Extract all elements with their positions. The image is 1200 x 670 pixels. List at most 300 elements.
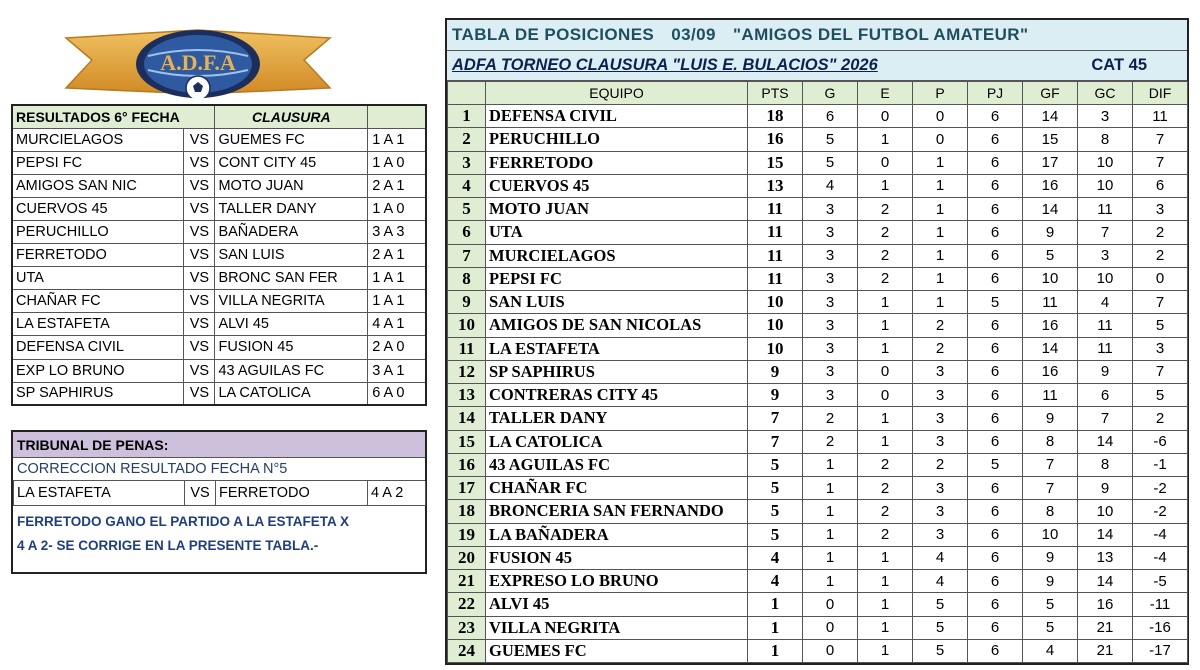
standings-cell-pts: 1 [748,616,803,639]
standings-cell-team: VILLA NEGRITA [486,616,748,639]
standings-cell-gc: 10 [1078,151,1133,174]
results-table [11,104,427,406]
standings-cell-team: AMIGOS DE SAN NICOLAS [486,314,748,337]
results-header-blank [368,105,426,128]
standings-cell-e: 2 [858,221,913,244]
standings-cell-pos: 22 [448,593,486,616]
standings-cell-pj: 6 [968,639,1023,662]
standings-cell-gc: 10 [1078,267,1133,290]
standings-row [448,593,1188,616]
standings-cell-dif: 7 [1133,128,1188,151]
standings-cell-gc: 11 [1078,198,1133,221]
standings-cell-pj: 6 [968,151,1023,174]
standings-cell-team: SP SAPHIRUS [486,360,748,383]
standings-cell-p: 2 [913,337,968,360]
standings-cell-dif: 11 [1133,105,1188,128]
standings-cell-gf: 11 [1023,291,1078,314]
standings-cell-g: 3 [803,314,858,337]
standings-cell-p: 5 [913,639,968,662]
standings-cell-gc: 16 [1078,593,1133,616]
standings-cell-dif: 2 [1133,221,1188,244]
standings-cell-dif: 0 [1133,267,1188,290]
standings-cell-p: 5 [913,616,968,639]
standings-cell-dif: -16 [1133,616,1188,639]
result-away: VILLA NEGRITA [215,290,368,313]
standings-row [448,384,1188,407]
standings-cell-gf: 10 [1023,523,1078,546]
standings-cell-gf: 14 [1023,105,1078,128]
standings-cell-g: 1 [803,500,858,523]
standings-cell-pts: 13 [748,174,803,197]
standings-cell-pos: 15 [448,430,486,453]
standings-cell-pj: 6 [968,174,1023,197]
standings-row [448,128,1188,151]
standings-cell-e: 2 [858,198,913,221]
standings-cell-pos: 17 [448,477,486,500]
standings-cell-team: SAN LUIS [486,291,748,314]
standings-cell-g: 3 [803,267,858,290]
standings-cell-e: 0 [858,151,913,174]
tribunal-title: TRIBUNAL DE PENAS: [13,432,425,458]
standings-col-header: GC [1078,82,1133,105]
standings-cell-team: DEFENSA CIVIL [486,105,748,128]
standings-cell-p: 0 [913,105,968,128]
standings-cell-gf: 17 [1023,151,1078,174]
standings-cell-pos: 3 [448,151,486,174]
standings-cell-pj: 6 [968,244,1023,267]
standings-cell-dif: -5 [1133,570,1188,593]
standings-row [448,570,1188,593]
standings-cell-gc: 3 [1078,244,1133,267]
standings-cell-p: 3 [913,500,968,523]
result-score: 2 A 0 [368,336,426,359]
standings-cell-team: PERUCHILLO [486,128,748,151]
standings-cell-pts: 7 [748,407,803,430]
standings-cell-e: 2 [858,244,913,267]
result-home: SP SAPHIRUS [12,382,184,405]
standings-cell-p: 1 [913,267,968,290]
standings-cell-team: GUEMES FC [486,639,748,662]
standings-cell-p: 1 [913,151,968,174]
standings-cell-gf: 16 [1023,360,1078,383]
standings-row [448,105,1188,128]
standings-cell-e: 1 [858,593,913,616]
result-vs: VS [184,220,215,243]
standings-cell-gc: 14 [1078,430,1133,453]
result-home: CHAÑAR FC [12,290,184,313]
result-home: EXP LO BRUNO [12,359,184,382]
standings-cell-pos: 14 [448,407,486,430]
standings-cell-e: 2 [858,477,913,500]
standings-cell-pts: 10 [748,291,803,314]
tribunal-away: FERRETODO [216,481,368,505]
result-away: MOTO JUAN [215,174,368,197]
standings-row [448,291,1188,314]
result-row [12,197,426,220]
standings-row [448,639,1188,662]
standings-col-header: DIF [1133,82,1188,105]
standings-cell-g: 0 [803,639,858,662]
standings-cell-g: 2 [803,407,858,430]
standings-cell-g: 1 [803,570,858,593]
tribunal-note [13,506,425,558]
standings-cell-gf: 14 [1023,337,1078,360]
result-row [12,313,426,336]
standings-cell-pj: 6 [968,546,1023,569]
standings-cell-pj: 6 [968,477,1023,500]
standings-cell-pos: 9 [448,291,486,314]
tribunal-subtitle: CORRECCION RESULTADO FECHA N°5 [13,458,425,481]
standings-cell-gf: 9 [1023,546,1078,569]
standings-category: CAT 45 [1091,56,1147,74]
result-home: LA ESTAFETA [12,313,184,336]
standings-col-header: GF [1023,82,1078,105]
standings-cell-pj: 6 [968,430,1023,453]
standings-title-bar [447,20,1187,51]
result-home: DEFENSA CIVIL [12,336,184,359]
standings-cell-e: 1 [858,128,913,151]
standings-row [448,151,1188,174]
standings-cell-gc: 10 [1078,174,1133,197]
tribunal-score: 4 A 2 [368,481,426,505]
standings-cell-pj: 6 [968,500,1023,523]
svg-text:A.D.F.A: A.D.F.A [160,50,236,75]
standings-row [448,221,1188,244]
result-vs: VS [184,244,215,267]
standings-cell-g: 0 [803,593,858,616]
standings-cell-gf: 5 [1023,244,1078,267]
standings-cell-g: 4 [803,174,858,197]
result-row [12,151,426,174]
standings-cell-p: 4 [913,546,968,569]
result-away: CONT CITY 45 [215,151,368,174]
standings-cell-dif: -4 [1133,546,1188,569]
standings-cell-team: CHAÑAR FC [486,477,748,500]
standings-cell-gf: 15 [1023,128,1078,151]
standings-cell-dif: -17 [1133,639,1188,662]
standings-cell-pts: 5 [748,477,803,500]
standings-cell-e: 2 [858,267,913,290]
result-row [12,174,426,197]
standings-cell-dif: 5 [1133,314,1188,337]
standings-cell-gf: 9 [1023,221,1078,244]
standings-cell-pts: 9 [748,384,803,407]
standings-cell-gc: 21 [1078,616,1133,639]
standings-cell-team: FERRETODO [486,151,748,174]
result-vs: VS [184,382,215,405]
standings-cell-pj: 6 [968,105,1023,128]
standings-cell-e: 1 [858,616,913,639]
standings-cell-pos: 13 [448,384,486,407]
standings-cell-gf: 9 [1023,407,1078,430]
standings-cell-pj: 6 [968,593,1023,616]
standings-row [448,314,1188,337]
standings-col-header: EQUIPO [486,82,748,105]
standings-cell-g: 3 [803,221,858,244]
results-tournament: CLAUSURA [215,105,368,128]
standings-cell-p: 1 [913,244,968,267]
standings-cell-p: 1 [913,174,968,197]
standings-cell-p: 1 [913,291,968,314]
standings-cell-g: 2 [803,430,858,453]
standings-cell-pos: 5 [448,198,486,221]
standings-cell-pos: 12 [448,360,486,383]
standings-row [448,267,1188,290]
standings-cell-g: 1 [803,477,858,500]
standings-cell-pts: 15 [748,151,803,174]
tribunal-note-line2: 4 A 2- SE CORRIGE EN LA PRESENTE TABLA.- [17,537,319,553]
standings-cell-team: LA CATOLICA [486,430,748,453]
standings-cell-pts: 11 [748,244,803,267]
standings-cell-gc: 13 [1078,546,1133,569]
standings-cell-dif: 7 [1133,360,1188,383]
standings-cell-pj: 6 [968,267,1023,290]
result-away: TALLER DANY [215,197,368,220]
standings-cell-pts: 5 [748,523,803,546]
standings-cell-e: 1 [858,430,913,453]
standings-cell-gf: 8 [1023,430,1078,453]
standings-cell-pj: 6 [968,360,1023,383]
result-home: UTA [12,267,184,290]
standings-cell-e: 0 [858,105,913,128]
standings-cell-dif: -6 [1133,430,1188,453]
standings-col-header: PTS [748,82,803,105]
result-row [12,244,426,267]
standings-cell-e: 1 [858,407,913,430]
result-vs: VS [184,128,215,151]
standings-cell-pts: 18 [748,105,803,128]
standings-cell-team: PEPSI FC [486,267,748,290]
standings-tournament: ADFA TORNEO CLAUSURA "LUIS E. BULACIOS" 2026 [452,56,878,74]
tribunal-box [11,430,427,574]
standings-cell-pj: 6 [968,221,1023,244]
result-row [12,220,426,243]
standings-row [448,360,1188,383]
standings-cell-pos: 16 [448,453,486,476]
standings-cell-pos: 4 [448,174,486,197]
standings-cell-pj: 6 [968,570,1023,593]
result-vs: VS [184,336,215,359]
result-home: PEPSI FC [12,151,184,174]
standings-cell-dif: 6 [1133,174,1188,197]
standings-cell-pj: 6 [968,407,1023,430]
result-score: 4 A 1 [368,313,426,336]
standings-cell-pts: 4 [748,546,803,569]
standings-cell-pts: 7 [748,430,803,453]
result-row [12,128,426,151]
result-away: SAN LUIS [215,244,368,267]
standings-row [448,477,1188,500]
standings-cell-pts: 10 [748,314,803,337]
standings-cell-g: 3 [803,360,858,383]
result-score: 6 A 0 [368,382,426,405]
result-home: MURCIELAGOS [12,128,184,151]
result-row [12,382,426,405]
standings-cell-pts: 11 [748,198,803,221]
standings-cell-gc: 6 [1078,384,1133,407]
standings-cell-dif: 3 [1133,198,1188,221]
standings-date: 03/09 [671,25,716,44]
standings-cell-dif: -11 [1133,593,1188,616]
standings-cell-pj: 6 [968,523,1023,546]
standings-cell-gc: 14 [1078,523,1133,546]
standings-cell-p: 3 [913,384,968,407]
standings-cell-pts: 9 [748,360,803,383]
standings-cell-pts: 5 [748,500,803,523]
results-title: RESULTADOS 6° FECHA [12,105,215,128]
standings-cell-gf: 16 [1023,174,1078,197]
results-header [12,105,426,128]
standings-cell-pj: 6 [968,128,1023,151]
standings-row [448,244,1188,267]
result-score: 3 A 3 [368,220,426,243]
result-away: LA CATOLICA [215,382,368,405]
standings-cell-p: 2 [913,453,968,476]
standings-cell-pts: 1 [748,639,803,662]
standings-row [448,198,1188,221]
standings-cell-team: MURCIELAGOS [486,244,748,267]
result-vs: VS [184,267,215,290]
standings-cell-g: 1 [803,453,858,476]
result-vs: VS [184,151,215,174]
standings-cell-pts: 4 [748,570,803,593]
standings-cell-gf: 10 [1023,267,1078,290]
standings-cell-gf: 11 [1023,384,1078,407]
standings-cell-e: 0 [858,384,913,407]
standings-cell-e: 2 [858,523,913,546]
standings-row [448,523,1188,546]
standings-cell-dif: -4 [1133,523,1188,546]
standings-row [448,616,1188,639]
standings-cell-e: 1 [858,639,913,662]
standings-col-header: G [803,82,858,105]
standings-cell-g: 3 [803,384,858,407]
standings-cell-pos: 7 [448,244,486,267]
standings-cell-gc: 4 [1078,291,1133,314]
standings-cell-p: 4 [913,570,968,593]
standings-cell-gc: 7 [1078,407,1133,430]
standings-row [448,337,1188,360]
standings-cell-gc: 8 [1078,128,1133,151]
standings-cell-e: 1 [858,546,913,569]
standings-row [448,453,1188,476]
standings-cell-g: 6 [803,105,858,128]
standings-cell-g: 3 [803,198,858,221]
standings-col-header: PJ [968,82,1023,105]
standings-cell-p: 1 [913,221,968,244]
standings-cell-team: TALLER DANY [486,407,748,430]
standings-cell-pos: 24 [448,639,486,662]
standings-cell-pts: 16 [748,128,803,151]
standings-cell-gc: 14 [1078,570,1133,593]
standings-cell-dif: 7 [1133,291,1188,314]
standings-cell-dif: 3 [1133,337,1188,360]
standings-cell-pj: 6 [968,384,1023,407]
standings-cell-p: 3 [913,477,968,500]
standings-cell-pts: 11 [748,221,803,244]
standings-cell-e: 0 [858,360,913,383]
standings-panel [445,18,1189,665]
standings-row [448,430,1188,453]
result-vs: VS [184,174,215,197]
standings-cell-pj: 5 [968,453,1023,476]
standings-cell-team: LA ESTAFETA [486,337,748,360]
standings-row [448,174,1188,197]
tribunal-vs: VS [185,481,216,505]
result-away: 43 AGUILAS FC [215,359,368,382]
standings-cell-p: 5 [913,593,968,616]
standings-cell-e: 1 [858,314,913,337]
standings-cell-gc: 7 [1078,221,1133,244]
standings-cell-p: 2 [913,314,968,337]
standings-cell-gc: 9 [1078,360,1133,383]
standings-cell-gf: 16 [1023,314,1078,337]
standings-cell-gc: 3 [1078,105,1133,128]
standings-cell-g: 3 [803,291,858,314]
tribunal-match [13,481,426,506]
standings-cell-pj: 6 [968,337,1023,360]
result-row [12,290,426,313]
standings-cell-dif: -1 [1133,453,1188,476]
standings-cell-e: 1 [858,337,913,360]
standings-row [448,546,1188,569]
standings-cell-g: 5 [803,128,858,151]
standings-cell-gc: 11 [1078,314,1133,337]
standings-cell-dif: -2 [1133,477,1188,500]
standings-cell-gf: 5 [1023,593,1078,616]
result-away: BRONC SAN FER [215,267,368,290]
standings-cell-dif: 7 [1133,151,1188,174]
adfa-logo [64,26,332,98]
standings-cell-pj: 5 [968,291,1023,314]
standings-cell-team: FUSION 45 [486,546,748,569]
standings-cell-pos: 20 [448,546,486,569]
standings-cell-pos: 2 [448,128,486,151]
standings-cell-gf: 7 [1023,477,1078,500]
tribunal-note-line1: FERRETODO GANO EL PARTIDO A LA ESTAFETA X [17,513,350,529]
adfa-logo-graphic [64,26,332,98]
result-score: 1 A 0 [368,151,426,174]
standings-cell-pj: 6 [968,616,1023,639]
standings-cell-gc: 10 [1078,500,1133,523]
standings-cell-team: UTA [486,221,748,244]
standings-league: "AMIGOS DEL FUTBOL AMATEUR" [732,25,1029,44]
standings-cell-p: 0 [913,128,968,151]
standings-col-header: P [913,82,968,105]
standings-cell-gf: 8 [1023,500,1078,523]
result-score: 3 A 1 [368,359,426,382]
result-home: CUERVOS 45 [12,197,184,220]
result-home: PERUCHILLO [12,220,184,243]
standings-cell-gf: 5 [1023,616,1078,639]
result-away: FUSION 45 [215,336,368,359]
standings-cell-p: 3 [913,523,968,546]
standings-cell-p: 1 [913,198,968,221]
standings-cell-gf: 14 [1023,198,1078,221]
standings-cell-team: EXPRESO LO BRUNO [486,570,748,593]
result-score: 1 A 1 [368,128,426,151]
standings-cell-p: 3 [913,360,968,383]
standings-cell-pos: 23 [448,616,486,639]
standings-cell-pos: 19 [448,523,486,546]
standings-cell-pj: 6 [968,198,1023,221]
result-away: ALVI 45 [215,313,368,336]
standings-col-header: E [858,82,913,105]
result-score: 1 A 1 [368,290,426,313]
result-score: 2 A 1 [368,244,426,267]
result-score: 1 A 1 [368,267,426,290]
result-score: 1 A 0 [368,197,426,220]
